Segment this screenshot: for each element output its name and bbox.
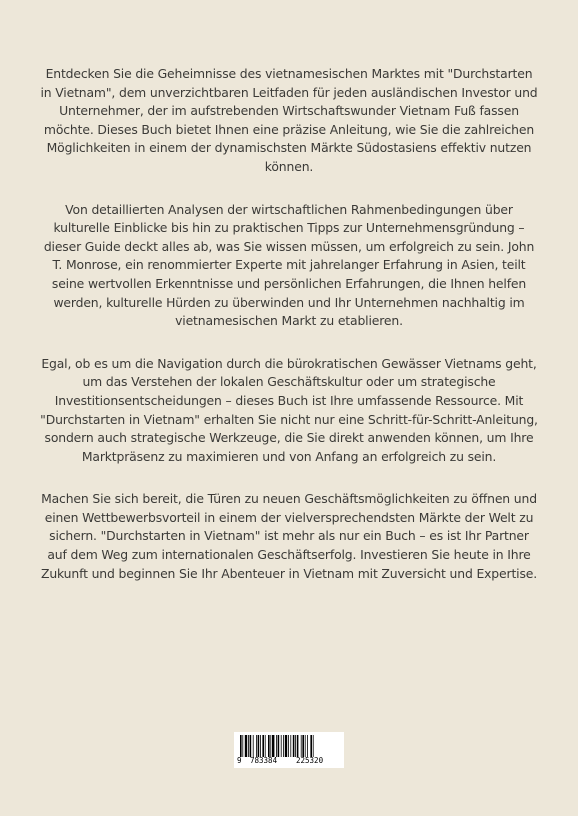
barcode-bar [285,735,287,757]
barcode-bar [265,735,266,757]
barcode-bar [276,735,277,757]
barcode-bar [240,735,242,757]
barcode-number [234,755,344,767]
barcode-bar [313,735,314,757]
barcode-bar [295,735,296,757]
barcode-right-digits: 225320 [296,756,324,765]
barcode-bar [307,735,308,757]
isbn-barcode [234,732,344,768]
barcode-bar [268,735,270,757]
barcode-bar [281,735,282,757]
barcode-bar [305,735,306,757]
barcode-bar [302,735,304,757]
barcode-bar [256,735,257,757]
barcode-bar [253,735,254,757]
barcode-bar [242,735,243,757]
barcode-bar [290,735,291,757]
barcode-bars [240,735,338,757]
back-cover-blurb [40,65,538,607]
barcode-bar [248,735,249,757]
barcode-bar [262,735,264,757]
barcode-bar [310,735,312,757]
barcode-bar [270,735,271,757]
barcode-bar [250,735,252,757]
barcode-left-digits: 783384 [250,756,278,765]
barcode-bar [245,735,247,757]
barcode-bar [260,735,261,757]
barcode-bar [293,735,295,757]
barcode-bar [297,735,299,757]
barcode-bar [283,735,284,757]
barcode-first-digit: 9 [237,756,242,765]
barcode-bar [272,735,274,757]
barcode-bar [258,735,260,757]
barcode-bar [301,735,302,757]
blurb-paragraph-3: Egal, ob es um die Navigation durch die bürokratischen Gewässer Vietnams geht, um das Verstehen der lokalen Geschäftskultur oder um strategische Investitionsentscheidungen – dieses Buch ist Ihre umfassende Ressource. Mit "Durchstarten in Vietnam" erhalten Sie nicht nur eine Schritt-für-Schritt-Anleitung, sondern auch strategische Werkzeuge, die Sie direkt anwenden können, um Ihre Marktpräsenz zu maximieren und von Anfang an erfolgreich zu sein. [40,355,538,464]
blurb-paragraph-2: Von detaillierten Analysen der wirtschaftlichen Rahmenbedingungen über kulturelle Einblicke bis hin zu praktischen Tipps zur Unternehmensgründung – dieser Guide deckt alles ab, was Sie wissen müssen, um erfolgreich zu sein. John T. Monrose, ein renommierter Experte mit jahrelanger Erfahrung in Asien, teilt seine wertvollen Erkenntnisse und persönlichen Erfahrungen, die Ihnen helfen werden, kulturelle Hürden zu überwinden und Ihr Unternehmen nachhaltig im vietnamesischen Markt zu etablieren. [43,201,535,329]
blurb-paragraph-1: Entdecken Sie die Geheimnisse des vietnamesischen Marktes mit "Durchstarten in Vietnam", dem unverzichtbaren Leitfaden für jeden ausländischen Investor und Unternehmer, der im aufstrebenden Wirtschaftswunder Vietnam Fuß fassen möchte. Dieses Buch bietet Ihnen eine präzise Anleitung, wie Sie die zahlreichen Möglichkeiten in einem der dynamischsten Märkte Südostasiens effektiv nutzen können. [40,66,538,174]
barcode-bar [288,735,289,757]
blurb-paragraph-4: Machen Sie sich bereit, die Türen zu neuen Geschäftsmöglichkeiten zu öffnen und einen Wettbewerbsvorteil in einem der vielversprechendsten Märkte der Welt zu sichern. "Durchstarten in Vietnam" ist mehr als nur ein Buch – es ist Ihr Partner auf dem Weg zum internationalen Geschäftserfolg. Investieren Sie heute in Ihre Zukunft und beginnen Sie Ihr Abenteuer in Vietnam mit Zuversicht und Expertise. [40,491,538,581]
barcode-bar [278,735,280,757]
